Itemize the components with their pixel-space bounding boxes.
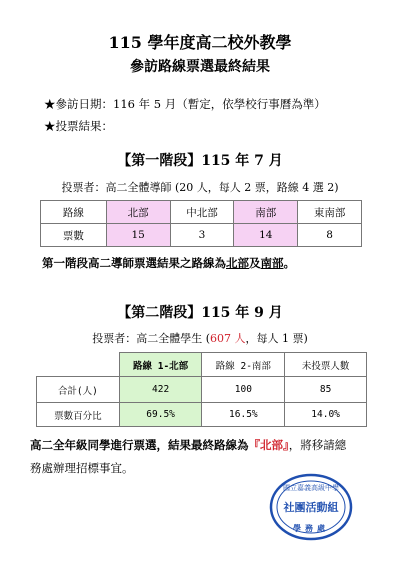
- stage2-header-row: [37, 353, 367, 377]
- header-route1: 路線 1-北部: [119, 353, 202, 377]
- stage2-total-row: [37, 377, 367, 403]
- votes-north: 15: [106, 224, 170, 247]
- route-north: 北部: [106, 201, 170, 224]
- stamp-top-text: 國立嘉義高級中學: [283, 484, 339, 492]
- stage2-table: [36, 352, 367, 427]
- header-route2: 路線 2-南部: [202, 353, 285, 377]
- empty-corner-cell: [37, 353, 120, 377]
- total-label: 合計(人): [37, 377, 120, 403]
- total-route1: 422: [119, 377, 202, 403]
- route-central-north: 中北部: [170, 201, 234, 224]
- stage1-conclusion: 第一階段高二導師票選結果之路線為北部及南部。: [42, 256, 295, 270]
- stage2-percent-row: [37, 403, 367, 427]
- stamp-bottom-text: 學務處: [293, 524, 329, 533]
- votes-south: 14: [234, 224, 298, 247]
- office-stamp-seal: [268, 472, 354, 542]
- document-subtitle: 參訪路線票選最終結果: [130, 59, 270, 75]
- votes-central-north: 3: [170, 224, 234, 247]
- stage2-heading: 【第二階段】115 年 9 月: [117, 305, 283, 321]
- final-result-line2: 務處辦理招標事宜。: [30, 461, 134, 475]
- stage1-vote-row: [41, 224, 362, 247]
- votes-label-cell: 票數: [41, 224, 107, 247]
- stage1-voters: 投票者：高二全體導師 (20 人，每人 2 票，路線 4 選 2): [61, 181, 339, 194]
- total-route2: 100: [202, 377, 285, 403]
- stage1-heading: 【第一階段】115 年 7 月: [117, 153, 283, 169]
- header-not-voted: 未投票人數: [285, 353, 367, 377]
- percent-route1: 69.5%: [119, 403, 202, 427]
- stage2-voters: 投票者：高二全體學生 (607 人，每人 1 票): [92, 332, 308, 345]
- stage1-route-row: [41, 201, 362, 224]
- route-south: 南部: [234, 201, 298, 224]
- visit-date: ★參訪日期：116 年 5 月（暫定，依學校行事曆為準）: [44, 97, 326, 111]
- result-label: ★投票結果：: [44, 119, 113, 133]
- route-label-cell: 路線: [41, 201, 107, 224]
- stamp-center-text: 社團活動組: [283, 501, 339, 514]
- route-southeast: 東南部: [298, 201, 362, 224]
- document-title: 115 學年度高二校外教學: [108, 33, 292, 52]
- percent-not-voted: 14.0%: [285, 403, 367, 427]
- stage1-table: [40, 200, 362, 247]
- percent-label: 票數百分比: [37, 403, 120, 427]
- votes-southeast: 8: [298, 224, 362, 247]
- percent-route2: 16.5%: [202, 403, 285, 427]
- final-result-line1: 高二全年級同學進行票選，結果最終路線為『北部』，將移請總: [30, 438, 347, 452]
- total-not-voted: 85: [285, 377, 367, 403]
